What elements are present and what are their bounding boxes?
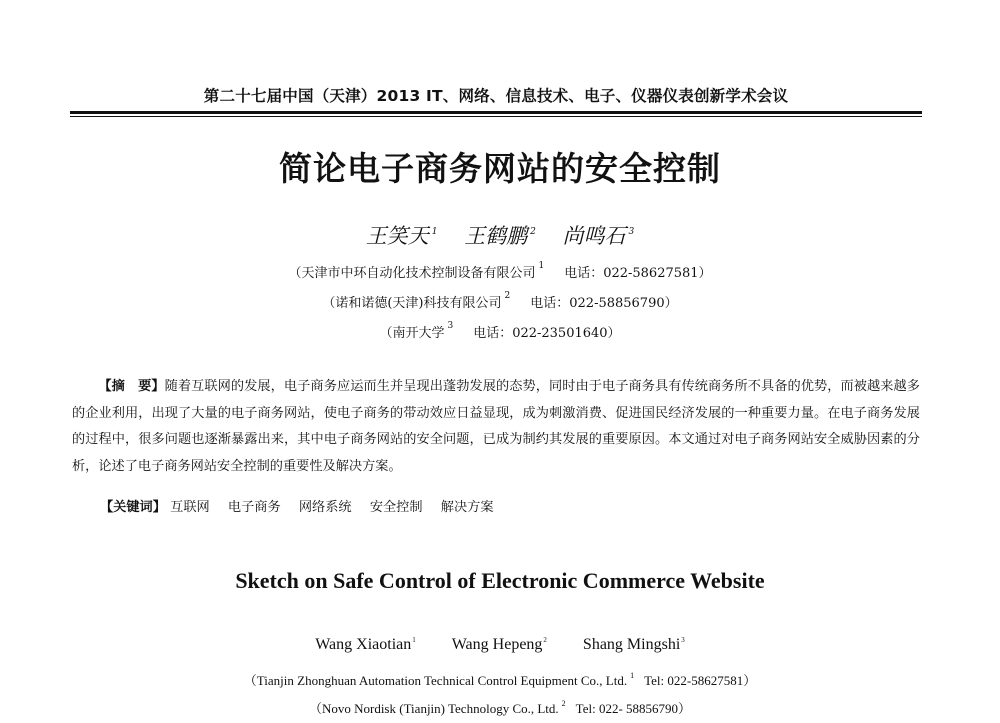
author-cn-mark: 1 xyxy=(431,227,438,237)
author-en-mark: 2 xyxy=(543,636,547,644)
affiliation-en-1 xyxy=(0,670,1000,689)
affiliation-cn-2 xyxy=(0,292,1000,311)
abstract-paragraph xyxy=(72,374,920,480)
affiliation-org: （天津市中环自动化技术控制设备有限公司 xyxy=(288,266,536,281)
affiliation-org: （南开大学 xyxy=(379,326,445,341)
authors-english xyxy=(0,636,1000,654)
author-cn-name: 王鹤鹏 xyxy=(464,224,528,248)
conference-header: 第二十七届中国（天津）2013 IT、网络、信息技术、电子、仪器仪表创新学术会议 xyxy=(203,87,789,105)
title-chinese: 简论电子商务网站的安全控制 xyxy=(279,149,721,188)
affiliation-org: （Novo Nordisk (Tianjin) Technology Co., Ltd. xyxy=(308,701,559,716)
affiliation-org: （Tianjin Zhonghuan Automation Technical Control Equipment Co., Ltd. xyxy=(243,673,628,688)
author-cn-3 xyxy=(563,224,635,248)
affiliation-mark: 2 xyxy=(561,699,566,708)
author-en-name: Shang Mingshi xyxy=(582,636,681,653)
author-cn-name: 王笑天 xyxy=(365,224,429,248)
author-cn-mark: 2 xyxy=(530,227,536,237)
keyword: 网络系统 xyxy=(298,500,352,515)
keywords-line xyxy=(100,496,508,515)
affiliation-mark: 2 xyxy=(504,291,511,301)
affiliation-cn-3 xyxy=(0,322,1000,341)
abstract-text: 随着互联网的发展，电子商务应运而生并呈现出蓬勃发展的态势，同时由于电子商务具有传统商务所不具备的优势，而被越来越多的企业利用，出现了大量的电子商务网站，使电子商务的带动效应日益显现，成为刺激消费、促进国民经济发展的一种重要力量。在电子商务发展的过程中，很多问题也逐渐暴露出来，其中电子商务网站的安全问题，已成为制约其发展的重要原因。本文通过对电子商务网站安全威胁因素的分析，论述了电子商务网站安全控制的重要性及解决方案。 xyxy=(72,379,920,474)
affiliation-phone: 电话：022-58856790） xyxy=(530,296,678,311)
title-english: Sketch on Safe Control of Electronic Commerce Website xyxy=(235,568,765,593)
header-rule-thick xyxy=(70,111,922,114)
keyword: 安全控制 xyxy=(369,500,423,515)
affiliation-phone: Tel: 022- 58856790） xyxy=(575,701,692,716)
author-en-1 xyxy=(315,636,416,653)
author-en-2 xyxy=(452,636,547,653)
authors-chinese xyxy=(0,220,1000,250)
affiliation-phone: 电话：022-58627581） xyxy=(564,266,712,281)
author-en-name: Wang Xiaotian xyxy=(315,636,412,653)
author-cn-2 xyxy=(464,224,536,248)
abstract-label: 【摘 要】 xyxy=(98,379,165,394)
keywords-label: 【关键词】 xyxy=(100,500,166,515)
author-en-mark: 1 xyxy=(412,636,416,644)
keyword: 解决方案 xyxy=(440,500,494,515)
keyword: 互联网 xyxy=(170,500,210,515)
affiliation-phone: Tel: 022-58627581） xyxy=(644,673,757,688)
author-en-3 xyxy=(583,636,685,653)
affiliation-en-2 xyxy=(0,698,1000,717)
author-cn-mark: 3 xyxy=(628,227,635,237)
affiliation-org: （诺和诺德(天津)科技有限公司 xyxy=(322,296,502,311)
affiliation-mark: 3 xyxy=(447,321,454,331)
affiliation-mark: 1 xyxy=(538,261,545,271)
keyword: 电子商务 xyxy=(227,500,281,515)
header-rule-thin xyxy=(70,116,922,117)
affiliation-phone: 电话：022-23501640） xyxy=(473,326,621,341)
affiliation-mark: 1 xyxy=(630,671,635,680)
author-en-name: Wang Hepeng xyxy=(451,636,543,653)
affiliation-cn-1 xyxy=(0,262,1000,281)
author-cn-name: 尚鸣石 xyxy=(562,224,626,248)
author-cn-1 xyxy=(366,224,438,248)
author-en-mark: 3 xyxy=(681,636,685,644)
